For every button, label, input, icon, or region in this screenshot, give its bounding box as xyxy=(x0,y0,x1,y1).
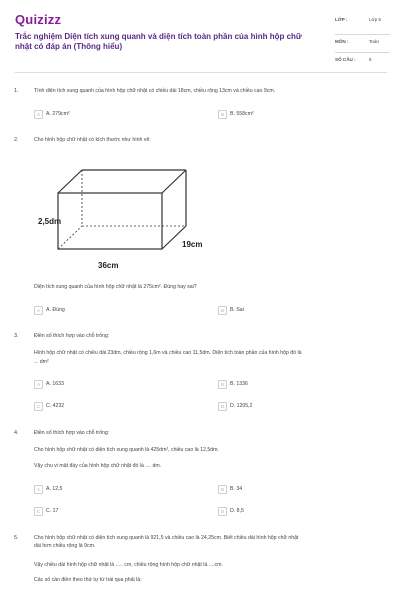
question-1-number: 1. xyxy=(14,88,19,94)
figure-height-label: 2,5dm xyxy=(38,217,62,226)
meta-count-label: SỐ CÂU : xyxy=(335,57,356,62)
meta-subject-label: MÔN : xyxy=(335,39,349,44)
option-letter-box: A xyxy=(34,306,43,315)
quiz-logo: Quizizz xyxy=(15,12,62,27)
question-4-number: 4. xyxy=(14,430,19,436)
option-label: B. 34 xyxy=(230,486,243,492)
question-3-line-2: Hình hộp chữ nhật có chiều dài 23dm, chiều rộng 1,6m và chiều cao 11,5dm. Diện tích toàn phần của hình hộp đó là xyxy=(34,350,302,356)
meta-class-label: LỚP : xyxy=(335,17,348,22)
figure-depth-label: 19cm xyxy=(182,240,203,249)
q4-option-c[interactable] xyxy=(34,507,184,516)
option-letter-box: D xyxy=(218,402,227,411)
meta-subject-row xyxy=(335,38,390,53)
question-5-line-3: Vậy chiều dài hình hộp chữ nhật là ..... cm, chiều rộng hình hộp chữ nhật là ....cm. xyxy=(34,562,223,568)
q1-option-b[interactable] xyxy=(218,110,368,119)
option-label: A. 12,5 xyxy=(46,486,63,492)
q3-option-b[interactable] xyxy=(218,380,368,389)
option-label: A. 279cm² xyxy=(46,111,70,117)
question-3-number: 3. xyxy=(14,333,19,339)
option-letter-box: A xyxy=(34,485,43,494)
option-letter-box: A xyxy=(34,110,43,119)
question-3-line-3: ... dm² xyxy=(34,359,49,365)
page-title: Trắc nghiệm Diện tích xung quanh và diện tích toàn phần của hình hộp chữ nhật có đáp án (Thông hiểu) xyxy=(15,32,302,51)
q3-option-d[interactable] xyxy=(218,402,368,411)
question-2-text: Cho hình hộp chữ nhật có kích thước như hình vẽ: xyxy=(34,137,151,143)
option-label: B. 1336 xyxy=(230,381,248,387)
question-1-text: Tính diện tích xung quanh của hình hộp chữ nhật có chiều dài 18cm, chiều rộng 13cm và chiều cao 9cm. xyxy=(34,88,276,94)
q4-option-a[interactable] xyxy=(34,485,184,494)
option-label: A. 1633 xyxy=(46,381,64,387)
option-label: D. 8,5 xyxy=(230,508,244,514)
meta-class-row xyxy=(335,16,390,35)
question-2-number: 2. xyxy=(14,137,19,143)
option-label: C. 4232 xyxy=(46,403,65,409)
option-letter-box: C xyxy=(34,402,43,411)
q4-option-b[interactable] xyxy=(218,485,368,494)
question-4-line-1: Điền số thích hợp vào chỗ trống: xyxy=(34,430,110,436)
meta-count-value: 6 xyxy=(369,57,372,62)
q2-option-b[interactable] xyxy=(218,306,368,315)
header-divider xyxy=(15,72,387,73)
option-letter-box: B xyxy=(218,110,227,119)
q3-option-a[interactable] xyxy=(34,380,184,389)
meta-subject-value: Toán xyxy=(369,39,379,44)
box-figure xyxy=(34,160,224,280)
meta-panel xyxy=(335,16,390,65)
option-letter-box: C xyxy=(34,507,43,516)
question-4-line-3: Vậy chu vi mặt đáy của hình hộp chữ nhật đó là .... dm. xyxy=(34,463,162,469)
option-letter-box: A xyxy=(34,380,43,389)
option-letter-box: B xyxy=(218,306,227,315)
q4-option-d[interactable] xyxy=(218,507,368,516)
question-5-line-4: Các số cần điền theo thứ tự từ trái qua phải là: xyxy=(34,577,142,583)
question-5-line-1: Cho hình hộp chữ nhật có diện tích xung quanh là 921,5 và chiều cao là 24,25cm. Biết chiều dài hình hộp chữ nhật xyxy=(34,535,299,541)
question-5-line-2: dài hơn chiều rộng là 9cm. xyxy=(34,543,96,549)
question-5-number: 5. xyxy=(14,535,19,541)
option-letter-box: B xyxy=(218,485,227,494)
option-letter-box: D xyxy=(218,507,227,516)
option-label: B. Sai xyxy=(230,307,244,313)
question-2-statement: Diện tích xung quanh của hình hộp chữ nhật là 275cm². Đúng hay sai? xyxy=(34,284,197,290)
question-4-line-2: Cho hình hộp chữ nhật có diện tích xung quanh là 425dm², chiều cao là 12,5dm. xyxy=(34,447,219,453)
q1-option-a[interactable] xyxy=(34,110,184,119)
q3-option-c[interactable] xyxy=(34,402,184,411)
question-3-line-1: Điền số thích hợp vào chỗ trống: xyxy=(34,333,110,339)
option-label: D. 1205,2 xyxy=(230,403,253,409)
option-label: C. 17 xyxy=(46,508,59,514)
option-label: B. 558cm² xyxy=(230,111,254,117)
meta-count-row xyxy=(335,56,390,65)
figure-length-label: 36cm xyxy=(98,261,119,270)
meta-class-value: Lớp 5 xyxy=(369,17,381,22)
q2-option-a[interactable] xyxy=(34,306,184,315)
option-label: A. Đúng xyxy=(46,307,65,313)
option-letter-box: B xyxy=(218,380,227,389)
